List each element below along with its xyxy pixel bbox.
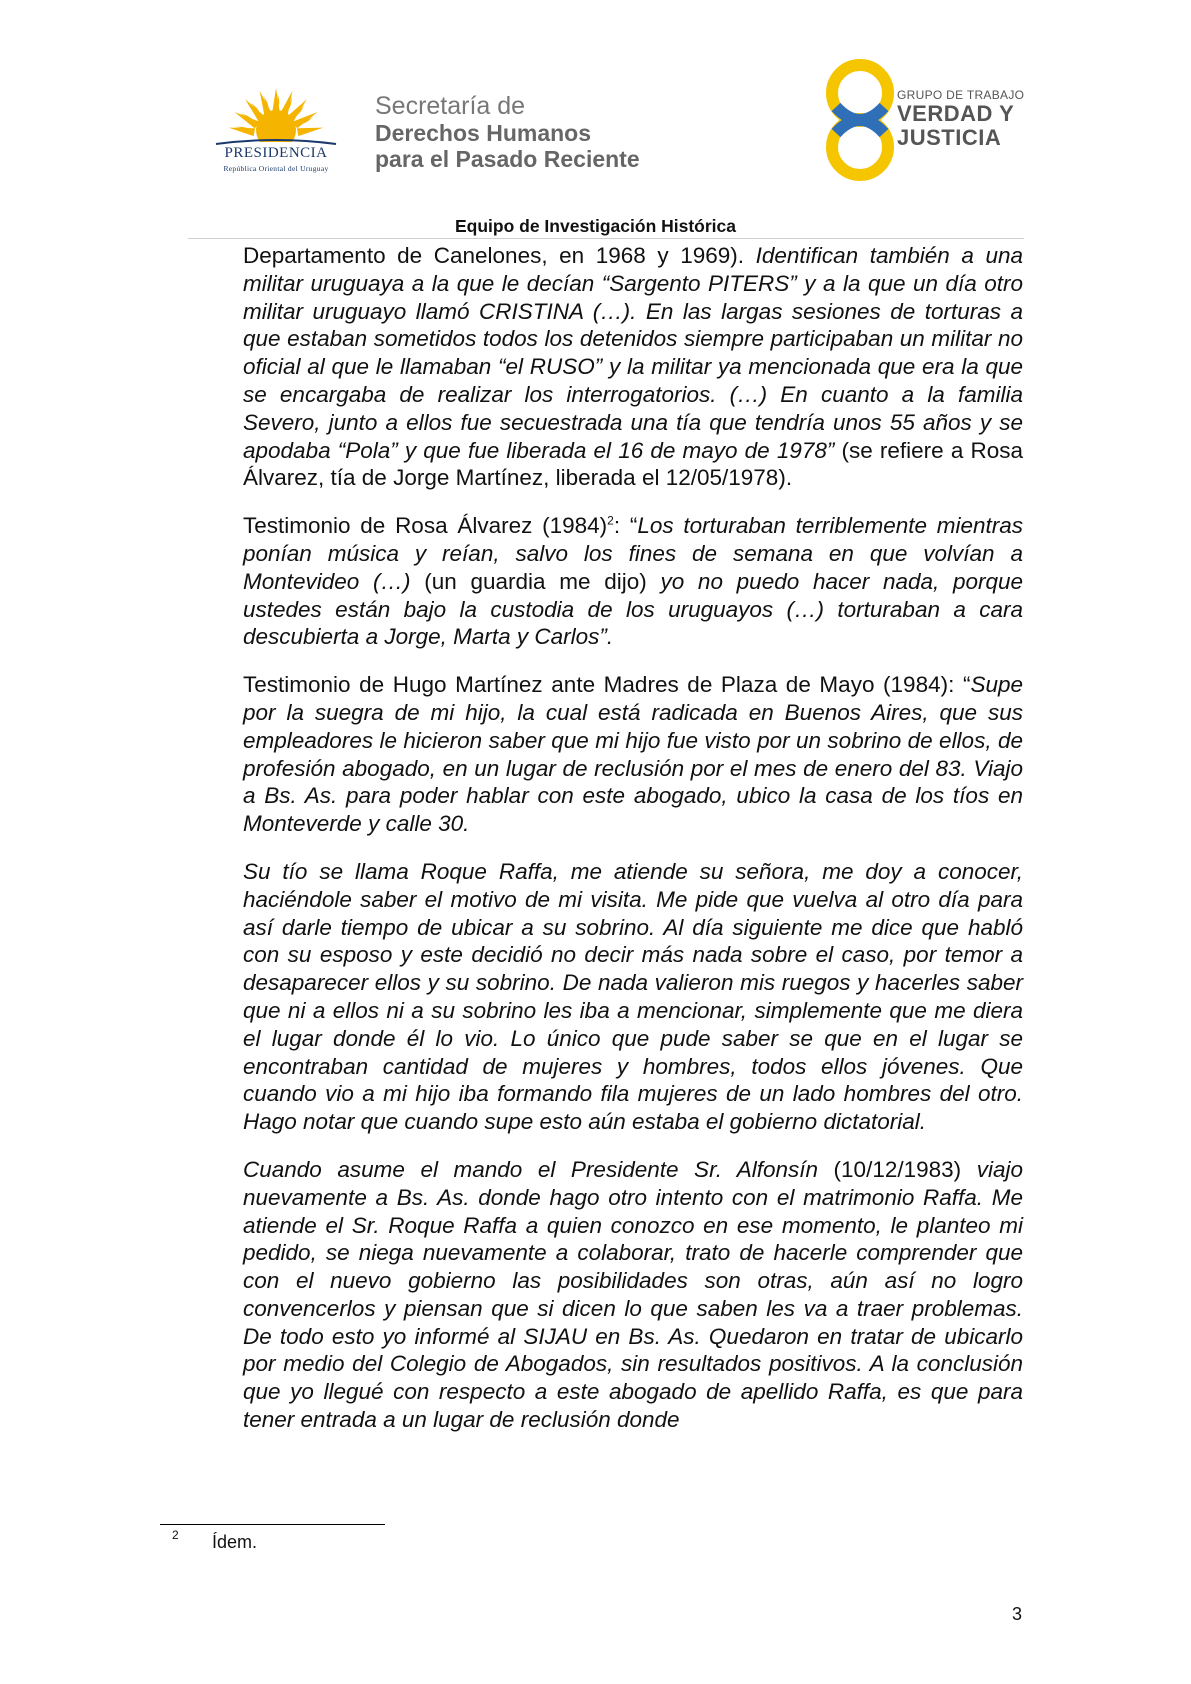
p1-text-a: Departamento de Canelones, en 1968 y 1969). [243,243,756,268]
p1-quote: Identifican también a una militar uruguaya a la que le decían “Sargento PITERS” y a la que un día otro militar uruguayo llamó CRISTINA (…). En las largas sesiones de torturas a que estaban sometidos todos los detenidos siempre participaban un militar no oficial al que le llamaban “el RUSO” y la militar ya mencionada que era la que se encargaba de realizar los interrogatorios. (…) En cuanto a la familia Severo, junto a ellos fue secuestrada una tía que tendría unos 55 años y se apodaba “Pola” y que fue liberada el 16 de mayo de 1978” [243,243,1023,463]
paragraph-5 [243,1156,1023,1434]
p3-text-a: Testimonio de Hugo Martínez ante Madres de Plaza de Mayo (1984): “ [243,672,971,698]
presidencia-subtitle: República Oriental del Uruguay [223,164,329,173]
p2-quote-2: yo no puedo hacer nada, porque ustedes están bajo la custodia de los uruguayos (…) torturaban a cara descubierta a Jorge, Marta y Carlos”. [243,568,1024,650]
header-divider [188,238,1024,239]
verdad-justicia-logo [820,55,900,185]
p1-text-c: (se refiere a Rosa Álvarez, tía de Jorge Martínez, liberada el 12/05/1978). [243,437,1023,491]
p5-quote-c: viajo nuevamente a Bs. As. donde hago otro intento con el matrimonio Raffa. Me atiende el Sr. Roque Raffa a quien conozco en ese momento, le planteo mi pedido, se niega nuevamente a colaborar, trato de hacerle comprender que con el nuevo gobierno las posibilidades son otras, aún así no logro convencerlos y piensan que si dicen lo que saben les va a traer problemas. De todo esto yo informé al SIJAU en Bs. As. Quedaron en tratar de ubicarlo por medio del Colegio de Abogados, sin resultados positivos. A la conclusión que yo llegué con respecto a este abogado de apellido Raffa, es que para tener entrada a un lugar de reclusión donde [243,1156,1023,1433]
presidencia-wordmark: PRESIDENCIA [224,145,328,161]
secretaria-line-1: Secretaría de [375,92,526,120]
paragraph-1 [243,242,1023,492]
p2-quote-1: Los torturaban terriblemente mientras ponían música y reían, salvo los fines de semana en que volvían a Montevideo (…) [243,513,1024,594]
footnote-text: Ídem. [212,1532,258,1552]
verdad-justicia-wordmark [897,88,1024,150]
document-body [243,242,1023,1454]
footnote-ref-2[interactable]: 2 [607,513,614,528]
p5-date: (10/12/1983) [818,1156,977,1182]
secretaria-title [375,92,640,172]
team-title: Equipo de Investigación Histórica [454,216,737,236]
p2-text-d: (un guardia me dijo) [410,568,661,594]
p2-text-b: : “ [613,513,638,539]
grupo-label: GRUPO DE TRABAJO [897,88,1025,102]
paragraph-2 [243,512,1023,651]
justicia-label: JUSTICIA [897,125,1002,150]
page-header [0,0,1191,236]
page-number: 3 [1012,1604,1023,1624]
p2-text-a: Testimonio de Rosa Álvarez (1984) [243,513,608,539]
footnote-number: 2 [172,1528,179,1542]
verdad-label: VERDAD Y [897,101,1015,126]
secretaria-line-2: Derechos Humanos [375,120,592,146]
p5-quote-a: Cuando asume el mando el Presidente Sr. Alfonsín [243,1156,818,1182]
paragraph-3 [243,671,1023,838]
paragraph-4 [243,858,1023,1136]
footnote-divider [160,1524,385,1525]
secretaria-line-3: para el Pasado Reciente [375,146,640,172]
p4-quote: Su tío se llama Roque Raffa, me atiende su señora, me doy a conocer, haciéndole saber el motivo de mi visita. Me pide que vuelva al otro día para así darle tiempo de ubicar a su sobrino. Al día siguiente me dice que habló con su esposo y este decidió no decir más nada sobre el caso, por temor a desaparecer ellos y su sobrino. De nada valieron mis ruegos y hacerles saber que ni a ellos ni a su sobrino les iba a mencionar, simplemente que me diera el lugar donde él lo vio. Lo único que pude saber se que en el lugar se encontraban cantidad de mujeres y hombres, todos ellos jóvenes. Que cuando vio a mi hijo iba formando fila mujeres de un lado hombres del otro. Hago notar que cuando supe esto aún estaba el gobierno dictatorial. [243,858,1023,1135]
p3-quote: Supe por la suegra de mi hijo, la cual está radicada en Buenos Aires, que sus empleadores le hicieron saber que mi hijo fue visto por un sobrino de ellos, de profesión abogado, en un lugar de reclusión por el mes de enero del 83. Viajo a Bs. As. para poder hablar con este abogado, ubico la casa de los tíos en Monteverde y calle 30. [243,672,1023,837]
